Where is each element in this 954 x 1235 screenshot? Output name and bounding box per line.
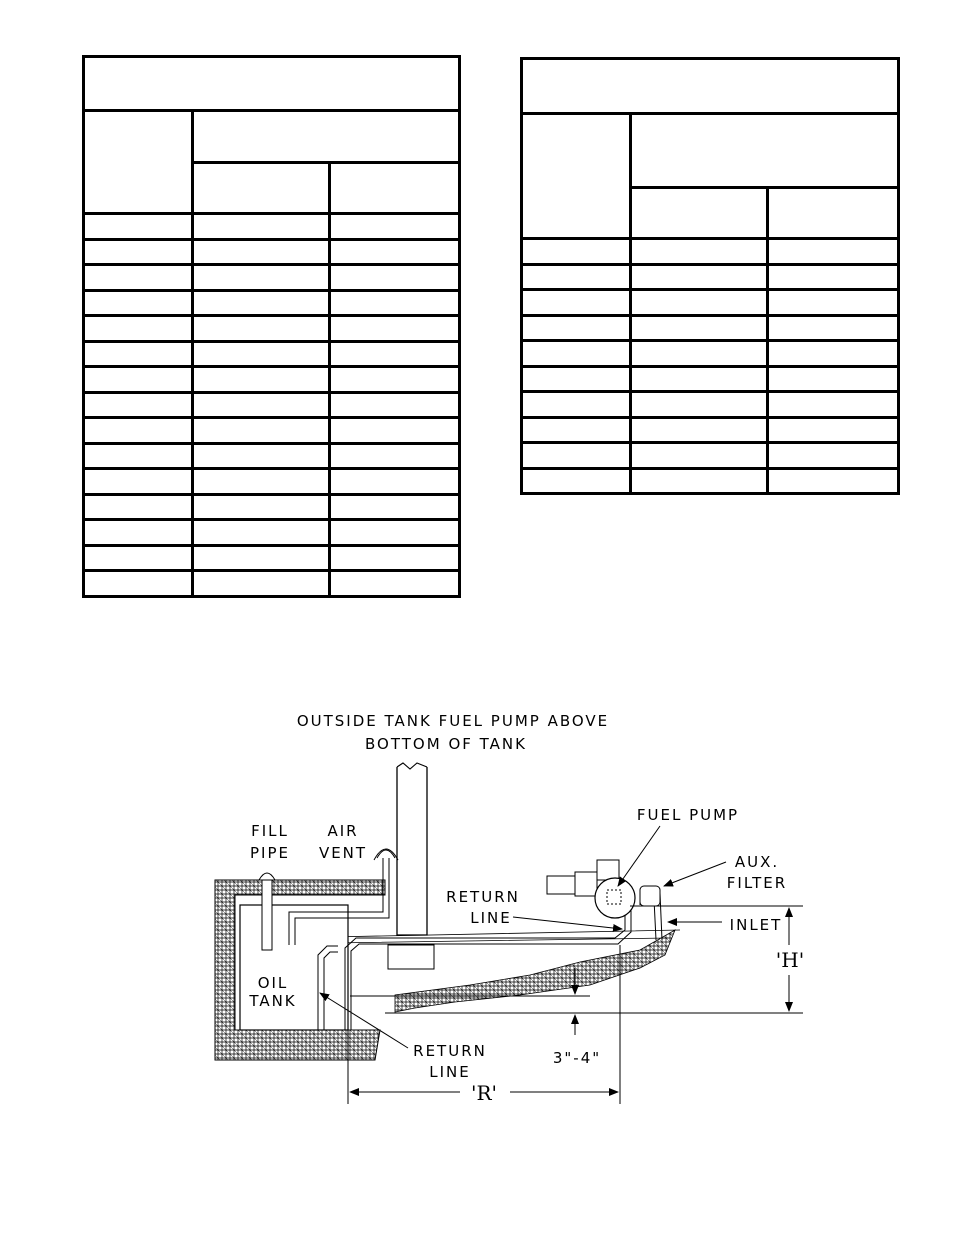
inlet-label: INLET — [729, 916, 783, 934]
r-label: 'R' — [470, 1081, 498, 1105]
oil-tank-label-line2: TANK — [249, 992, 297, 1010]
return-line-label-top-line1: RETURN — [446, 888, 520, 906]
fuel-pump — [547, 860, 660, 918]
aux-filter-label-line1: AUX. — [734, 853, 780, 871]
oil-tank — [240, 905, 348, 1030]
fill-pipe-label-line1: FILL — [251, 822, 289, 840]
fuel-pump-label: FUEL PUMP — [636, 806, 740, 824]
oil-tank-label-line1: OIL — [257, 974, 289, 992]
fill-pipe-label-line2: PIPE — [250, 844, 290, 862]
diagram-title-line2: BOTTOM OF TANK — [365, 735, 527, 753]
return-line-label-bottom-line2: LINE — [429, 1063, 471, 1081]
diagram-title-line1: OUTSIDE TANK FUEL PUMP ABOVE — [296, 712, 610, 730]
air-vent-label-line2: VENT — [318, 844, 368, 862]
return-line-label-bottom-line1: RETURN — [413, 1042, 487, 1060]
h-label: 'H' — [775, 948, 805, 972]
return-line-label-top-line2: LINE — [470, 909, 512, 927]
air-vent-label-line1: AIR — [327, 822, 359, 840]
gap-label: 3"-4" — [552, 1049, 602, 1067]
aux-filter-label-line2: FILTER — [726, 874, 788, 892]
